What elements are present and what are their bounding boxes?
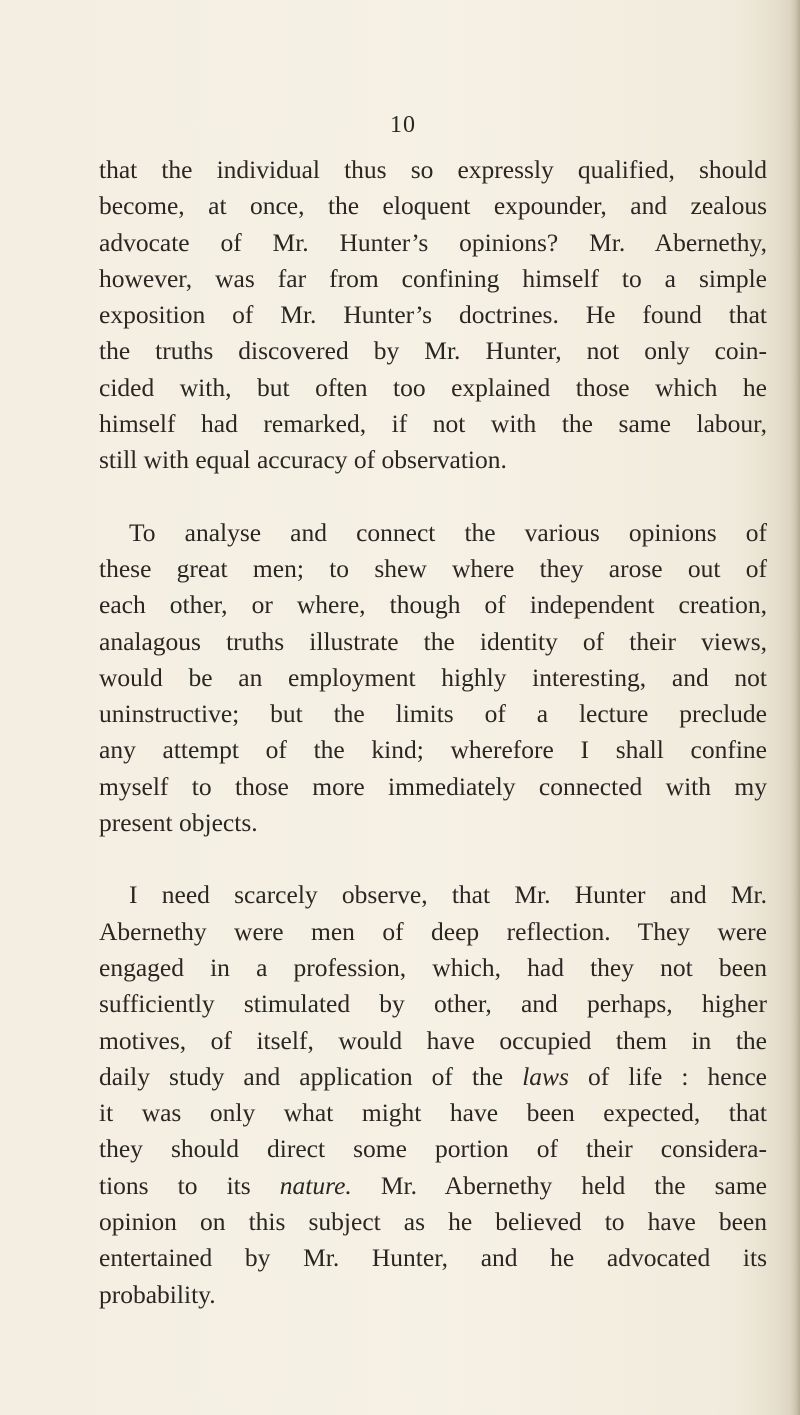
text-line: uninstructive; but the limits of a lecture preclude (99, 699, 767, 729)
text-line: advocate of Mr. Hunter’s opinions? Mr. Abernethy, (99, 227, 767, 257)
body-text (99, 152, 767, 1313)
text-line: cided with, but often too explained those which he (99, 372, 767, 402)
text-line: Abernethy were men of deep reflection. They were (99, 916, 767, 946)
line-segment: of life : hence (568, 1061, 768, 1091)
text-line: I need scarcely observe, that Mr. Hunter and Mr. (129, 880, 767, 910)
paragraph-gap (99, 841, 767, 877)
text-line: engaged in a profession, which, had they not been (99, 952, 767, 982)
text-line: present objects. (99, 808, 258, 838)
text-line: they should direct some portion of their considera- (99, 1134, 767, 1164)
page-number: 10 (390, 112, 416, 138)
line-segment: Mr. Abernethy held the same (351, 1170, 768, 1200)
text-line: opinion on this subject as he believed to have been (99, 1207, 767, 1237)
text-line: sufficiently stimulated by other, and perhaps, higher (99, 989, 767, 1019)
italic-word-nature: nature. (279, 1170, 352, 1200)
text-line: any attempt of the kind; wherefore I shall confine (99, 735, 767, 765)
paragraph-3 (99, 877, 767, 1313)
text-line: that the individual thus so expressly qualified, should (99, 155, 767, 184)
text-line (99, 1168, 767, 1204)
text-line: would be an employment highly interesting, and not (99, 662, 767, 692)
text-line: To analyse and connect the various opinions of (129, 517, 767, 547)
paragraph-2 (99, 515, 767, 842)
text-line: it was only what might have been expected, that (99, 1098, 767, 1128)
text-line: each other, or where, though of independent creation, (99, 590, 767, 620)
text-line: entertained by Mr. Hunter, and he advocated its (99, 1243, 767, 1273)
line-segment: tions to its (99, 1170, 251, 1200)
text-line (99, 1059, 767, 1095)
text-line: analagous truths illustrate the identity of their views, (99, 626, 767, 656)
text-line: motives, of itself, would have occupied them in the (99, 1025, 767, 1055)
text-line: however, was far from confining himself to a simple (99, 263, 767, 293)
text-line: himself had remarked, if not with the same labour, (99, 409, 767, 439)
text-line: these great men; to shew where they arose out of (99, 553, 767, 583)
text-line: probability. (99, 1279, 216, 1309)
italic-word-laws: laws (522, 1061, 569, 1091)
text-line: become, at once, the eloquent expounder, and zealous (99, 191, 767, 221)
page-edge-shadow (790, 0, 800, 1415)
paragraph-gap (99, 479, 767, 515)
text-line: still with equal accuracy of observation. (99, 445, 507, 475)
line-segment: daily study and application of the (99, 1061, 504, 1091)
text-line: the truths discovered by Mr. Hunter, not only coin- (99, 336, 767, 366)
paragraph-1 (99, 152, 767, 479)
text-line: myself to those more immediately connected with my (99, 771, 767, 801)
text-line: exposition of Mr. Hunter’s doctrines. He found that (99, 300, 767, 330)
